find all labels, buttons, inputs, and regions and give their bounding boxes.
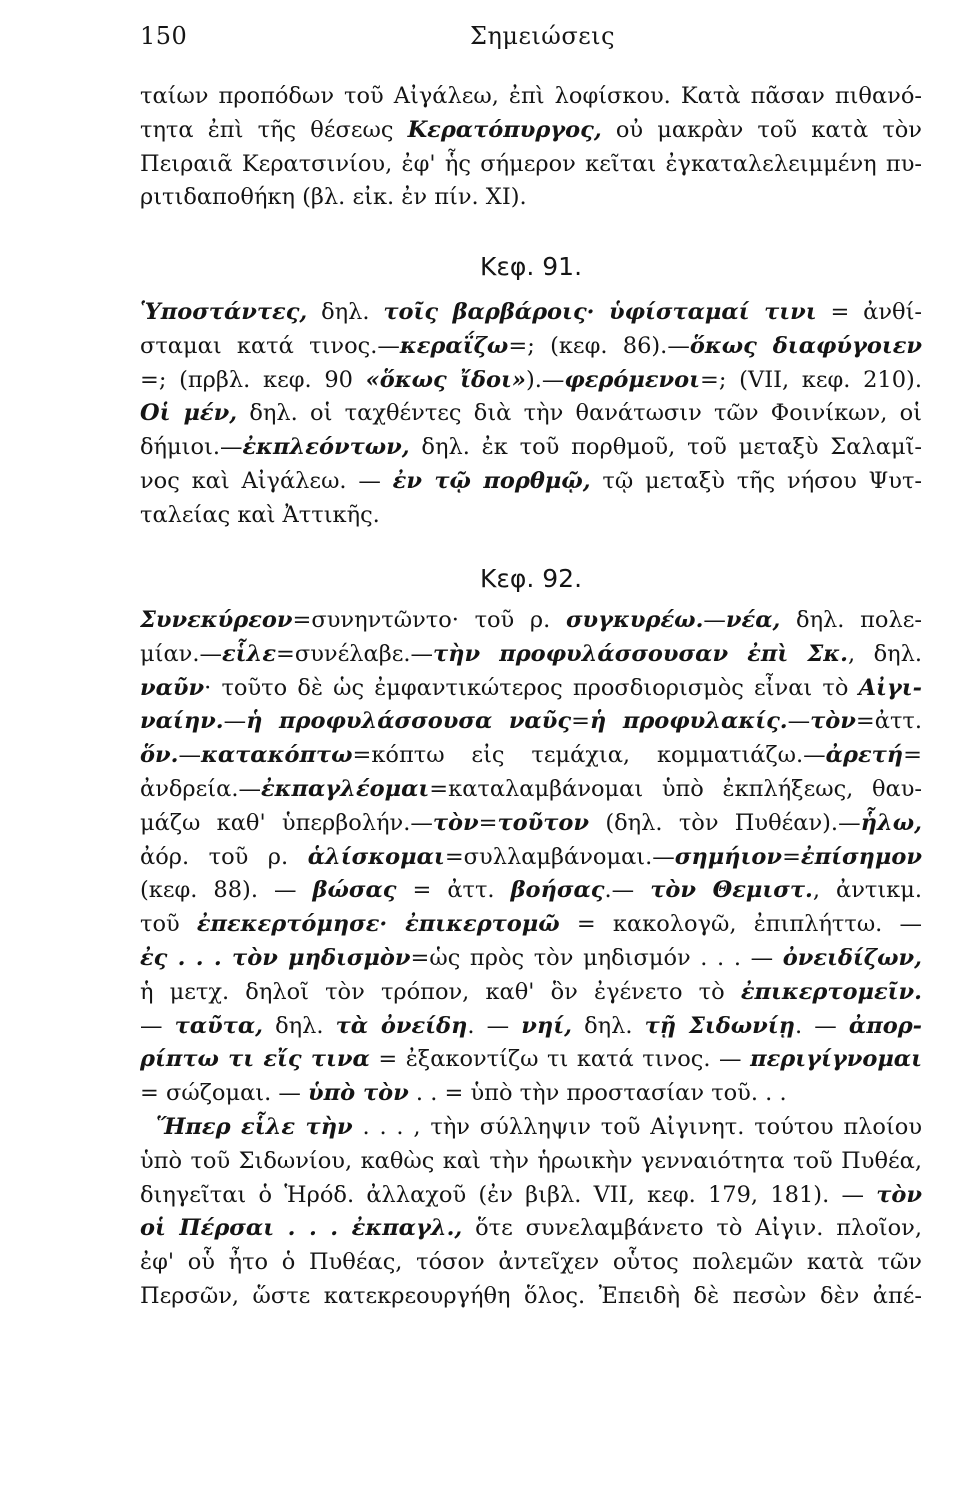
- bold-italic-term: ὅν.: [140, 742, 179, 769]
- text-segment: =; (VII, κεφ. 210).: [700, 366, 922, 393]
- text-line: [140, 638, 922, 672]
- text-segment: (δηλ. τὸν Πυθέαν).—: [589, 809, 861, 836]
- text-segment: , ἀντικμ.: [812, 877, 922, 904]
- text-segment: =συνηντῶντο· τοῦ ρ.: [292, 607, 566, 633]
- text-segment: —: [223, 708, 247, 735]
- note-block-chapter-90-end: [140, 80, 922, 215]
- text-line: [140, 1179, 922, 1213]
- text-segment: = σώζομαι. —: [140, 1080, 309, 1107]
- text-segment: νος καὶ Αἰγάλεω. —: [140, 467, 393, 494]
- bold-italic-term: τὴν προφυλάσσουσαν ἐπὶ Σκ.: [433, 640, 848, 667]
- text-segment: —: [140, 1012, 175, 1039]
- text-segment: δηλ. ἐκ τοῦ πορθμοῦ, τοῦ μεταξὺ Σαλαμῖ-: [409, 434, 922, 461]
- text-segment: Πειραιᾶ Κερατσινίου, ἐφ' ἧς σήμερον κεῖται ἐγκαταλελειμμένη πυ-: [140, 150, 922, 177]
- bold-italic-term: βώσας: [312, 877, 397, 904]
- text-segment: = κακολογῶ, ἐπιπλήττω. —: [559, 911, 922, 938]
- text-line: [140, 942, 922, 976]
- text-line: [140, 148, 922, 182]
- text-segment: =: [782, 843, 801, 870]
- text-segment: · τοῦτο δὲ ὡς ἐμφαντικώτερος προσδιορισμὸς εἶναι τὸ: [204, 674, 859, 701]
- text-segment: ὅτε συνελαμβάνετο τὸ Αἰγιν. πλοῖον,: [462, 1215, 922, 1242]
- bold-italic-term: σημήιον: [674, 843, 783, 870]
- bold-italic-term: ταῦτα,: [174, 1012, 263, 1039]
- text-segment: ἀνδρεία.—: [140, 775, 261, 802]
- text-segment: τοῦ: [140, 911, 197, 938]
- text-line: [140, 773, 922, 807]
- bold-italic-term: τὸν: [810, 708, 856, 735]
- text-segment: ἐφ' οὗ ἦτο ὁ Πυθέας, τόσον ἀντεῖχεν οὗτος πολεμῶν κατὰ τῶν: [140, 1249, 922, 1276]
- text-line: [140, 604, 922, 638]
- bold-italic-term: Οἱ μέν,: [140, 400, 238, 427]
- running-head: [140, 22, 919, 52]
- bold-italic-term: τὸν Θεμιστ.: [650, 877, 813, 904]
- bold-italic-term: κατακόπτω: [200, 742, 353, 769]
- bold-italic-term: ἧλω,: [860, 809, 922, 836]
- text-line: [140, 397, 922, 431]
- text-line: [140, 739, 922, 773]
- bold-italic-term: ἐν τῷ πορθμῷ,: [392, 467, 591, 494]
- bold-italic-term: Αἰγι-: [858, 674, 922, 701]
- text-segment: ἀόρ. τοῦ ρ.: [140, 843, 308, 870]
- bold-italic-term: τὸν: [876, 1181, 922, 1208]
- text-line: [140, 431, 922, 465]
- bold-italic-term: ὀνειδίζων,: [782, 944, 922, 971]
- text-line: [140, 364, 922, 398]
- text-line: [140, 80, 922, 114]
- bold-italic-term: τοῖς βαρβάροις· ὑφίσταμαί τινι: [383, 299, 817, 325]
- bold-italic-term: ἐς . . . τὸν μηδισμὸν: [140, 944, 411, 971]
- bold-italic-term: Κερατόπυργος,: [407, 116, 602, 143]
- text-line: [140, 1246, 922, 1280]
- text-segment: ).—: [525, 366, 565, 393]
- text-segment: =; (κεφ. 86).—: [508, 332, 690, 359]
- text-segment: = ἐξακοντίζω τι κατά τινος. —: [369, 1046, 751, 1073]
- text-segment: =συλλαμβάνομαι.—: [444, 843, 675, 870]
- text-segment: =ἀττ.: [855, 708, 922, 735]
- text-segment: =ὡς πρὸς τὸν μηδισμόν . . . —: [410, 944, 783, 971]
- text-segment: ὑπὸ τοῦ Σιδωνίου, καθὼς καὶ τὴν ἡρωικὴν γενναιότητα τοῦ Πυθέα,: [140, 1147, 922, 1174]
- text-segment: —: [178, 742, 201, 769]
- text-line: [140, 330, 922, 364]
- text-line: [140, 1111, 922, 1145]
- text-segment: τητα ἐπὶ τῆς θέσεως: [140, 116, 408, 143]
- text-segment: μάζω καθ' ὑπερβολήν.—: [140, 809, 433, 836]
- bold-italic-term: περιγίγνομαι: [750, 1046, 922, 1073]
- bold-italic-term: ρίπτω τι εἴς τινα: [140, 1046, 370, 1073]
- text-line: [140, 1145, 922, 1179]
- text-segment: , δηλ.: [847, 640, 922, 667]
- bold-italic-term: Ἥπερ εἷλε τὴν: [156, 1113, 353, 1140]
- bold-italic-term: ἐκπλεόντων,: [242, 434, 410, 461]
- text-segment: ἡ μετχ. δηλοῖ τὸν τρόπον, καθ' ὃν ἐγένετο τὸ: [140, 978, 741, 1005]
- text-segment: =καταλαμβάνομαι ὑπὸ ἐκπλήξεως, θαυ-: [429, 775, 922, 802]
- bold-italic-term: ἀπορ-: [848, 1012, 922, 1039]
- bold-italic-term: ἁλίσκομαι: [307, 843, 445, 870]
- text-segment: ταλείας καὶ Ἀττικῆς.: [140, 501, 380, 528]
- bold-italic-term: ἐπικερτομεῖν.: [740, 978, 922, 1005]
- text-segment: Περσῶν, ὥστε κατεκρεουργήθη ὅλος. Ἐπειδὴ δὲ πεσὼν δὲν ἀπέ-: [140, 1282, 922, 1309]
- text-segment: (κεφ. 88). —: [140, 877, 313, 904]
- text-segment: δήμιοι.—: [140, 434, 243, 461]
- text-line: [140, 1010, 922, 1044]
- bold-italic-term: ὑπὸ τὸν: [308, 1080, 409, 1107]
- note-block-chapter-91: [140, 296, 922, 533]
- bold-italic-term: βοήσας: [510, 877, 605, 904]
- page-number: 150: [140, 22, 188, 50]
- chapter-heading-91: Κεφ. 91.: [479, 252, 583, 281]
- text-segment: =συνέλαβε.—: [276, 640, 434, 667]
- bold-italic-term: φερόμενοι: [564, 366, 701, 393]
- bold-italic-term: ναίην.: [140, 708, 224, 735]
- bold-italic-term: ἡ προφυλακίς.: [589, 708, 788, 735]
- bold-italic-term: ἡ προφυλάσσουσα ναῦς: [246, 708, 572, 735]
- text-segment: =κόπτω εἰς τεμάχια, κομματιάζω.—: [352, 742, 826, 769]
- bold-italic-term: ἐκπαγλέομαι: [260, 775, 430, 802]
- bold-italic-term: ναῦν: [140, 674, 205, 701]
- text-segment: —: [787, 708, 811, 735]
- text-segment: σταμαι κατά τινος.—: [140, 332, 400, 359]
- bold-italic-term: ὅκως διαφύγοιεν: [689, 332, 922, 359]
- text-line: [140, 874, 922, 908]
- text-line: [140, 296, 922, 330]
- text-segment: μίαν.—: [140, 640, 222, 667]
- bold-italic-term: «ὅκως ἴδοι»: [365, 366, 526, 393]
- bold-italic-term: Συνεκύρεον: [140, 607, 293, 633]
- text-line: [140, 499, 922, 533]
- text-segment: ταίων προπόδων τοῦ Αἰγάλεω, ἐπὶ λοφίσκου. Κατὰ πᾶσαν πιθανό-: [140, 83, 922, 109]
- text-segment: οὐ μακρὰν τοῦ κατὰ τὸν: [601, 116, 922, 143]
- text-segment: δηλ. πολε-: [780, 607, 922, 633]
- text-segment: διηγεῖται ὁ Ἡρόδ. ἀλλαχοῦ (ἐν βιβλ. VII, κεφ. 179, 181). —: [140, 1181, 877, 1208]
- note-block-chapter-92: [140, 604, 922, 1314]
- text-segment: . . = ὑπὸ τὴν προστασίαν τοῦ. . .: [408, 1080, 787, 1107]
- text-segment: =; (πρβλ. κεφ. 90: [140, 366, 366, 393]
- running-title: Σημειώσεις: [470, 22, 616, 50]
- text-line: [140, 465, 922, 499]
- bold-italic-term: συγκυρέω.: [565, 607, 704, 633]
- text-segment: . —: [795, 1012, 849, 1039]
- bold-italic-term: εἷλε: [221, 640, 277, 667]
- bold-italic-term: κεραΐζω: [399, 332, 509, 359]
- text-segment: δηλ.: [307, 299, 384, 325]
- text-segment: =: [478, 809, 498, 836]
- bold-italic-term: ἐπίσημον: [800, 843, 922, 870]
- bold-italic-term: ἐπεκερτόμησε· ἐπικερτομῶ: [196, 911, 560, 938]
- text-line: [140, 1280, 922, 1314]
- bold-italic-term: νηί,: [521, 1012, 572, 1039]
- bold-italic-term: οἱ Πέρσαι . . . ἐκπαγλ.,: [140, 1215, 463, 1242]
- bold-italic-term: τῇ Σιδωνίῃ: [644, 1012, 796, 1039]
- bold-italic-term: τὸν: [432, 809, 479, 836]
- text-segment: —: [703, 607, 726, 633]
- bold-italic-term: Ὑποστάντες,: [140, 299, 308, 325]
- text-line: [140, 114, 922, 148]
- bold-italic-term: ἀρετή: [825, 742, 904, 769]
- text-segment: =: [571, 708, 590, 735]
- text-segment: . —: [467, 1012, 522, 1039]
- text-segment: = ἀνθί-: [816, 299, 922, 325]
- text-segment: δηλ.: [262, 1012, 336, 1039]
- bold-italic-term: τὰ ὀνείδη: [335, 1012, 468, 1039]
- text-line: [140, 672, 922, 706]
- text-line: [140, 1077, 922, 1111]
- text-segment: δηλ.: [572, 1012, 645, 1039]
- text-line: [140, 1043, 922, 1077]
- text-line: [140, 908, 922, 942]
- chapter-heading-92: Κεφ. 92.: [479, 564, 583, 593]
- text-segment: . . . , τὴν σύλληψιν τοῦ Αἰγινητ. τούτου πλοίου: [352, 1113, 922, 1140]
- text-line: [140, 1212, 922, 1246]
- bold-italic-term: νέα,: [725, 607, 781, 633]
- text-line: [140, 705, 922, 739]
- text-segment: =: [903, 742, 922, 769]
- text-segment: τῷ μεταξὺ τῆς νήσου Ψυτ-: [590, 467, 922, 494]
- bold-italic-term: τοῦτον: [497, 809, 590, 836]
- text-line: [140, 976, 922, 1010]
- text-line: [140, 841, 922, 875]
- text-segment: δηλ. οἱ ταχθέντες διὰ τὴν θανάτωσιν τῶν Φοινίκων, οἱ: [237, 400, 922, 427]
- text-segment: .—: [604, 877, 651, 904]
- text-segment: ριτιδαποθήκη (βλ. εἰκ. ἐν πίν. ΧΙ).: [140, 184, 527, 211]
- text-line: [140, 181, 922, 215]
- text-line: [140, 807, 922, 841]
- text-segment: = ἀττ.: [396, 877, 511, 904]
